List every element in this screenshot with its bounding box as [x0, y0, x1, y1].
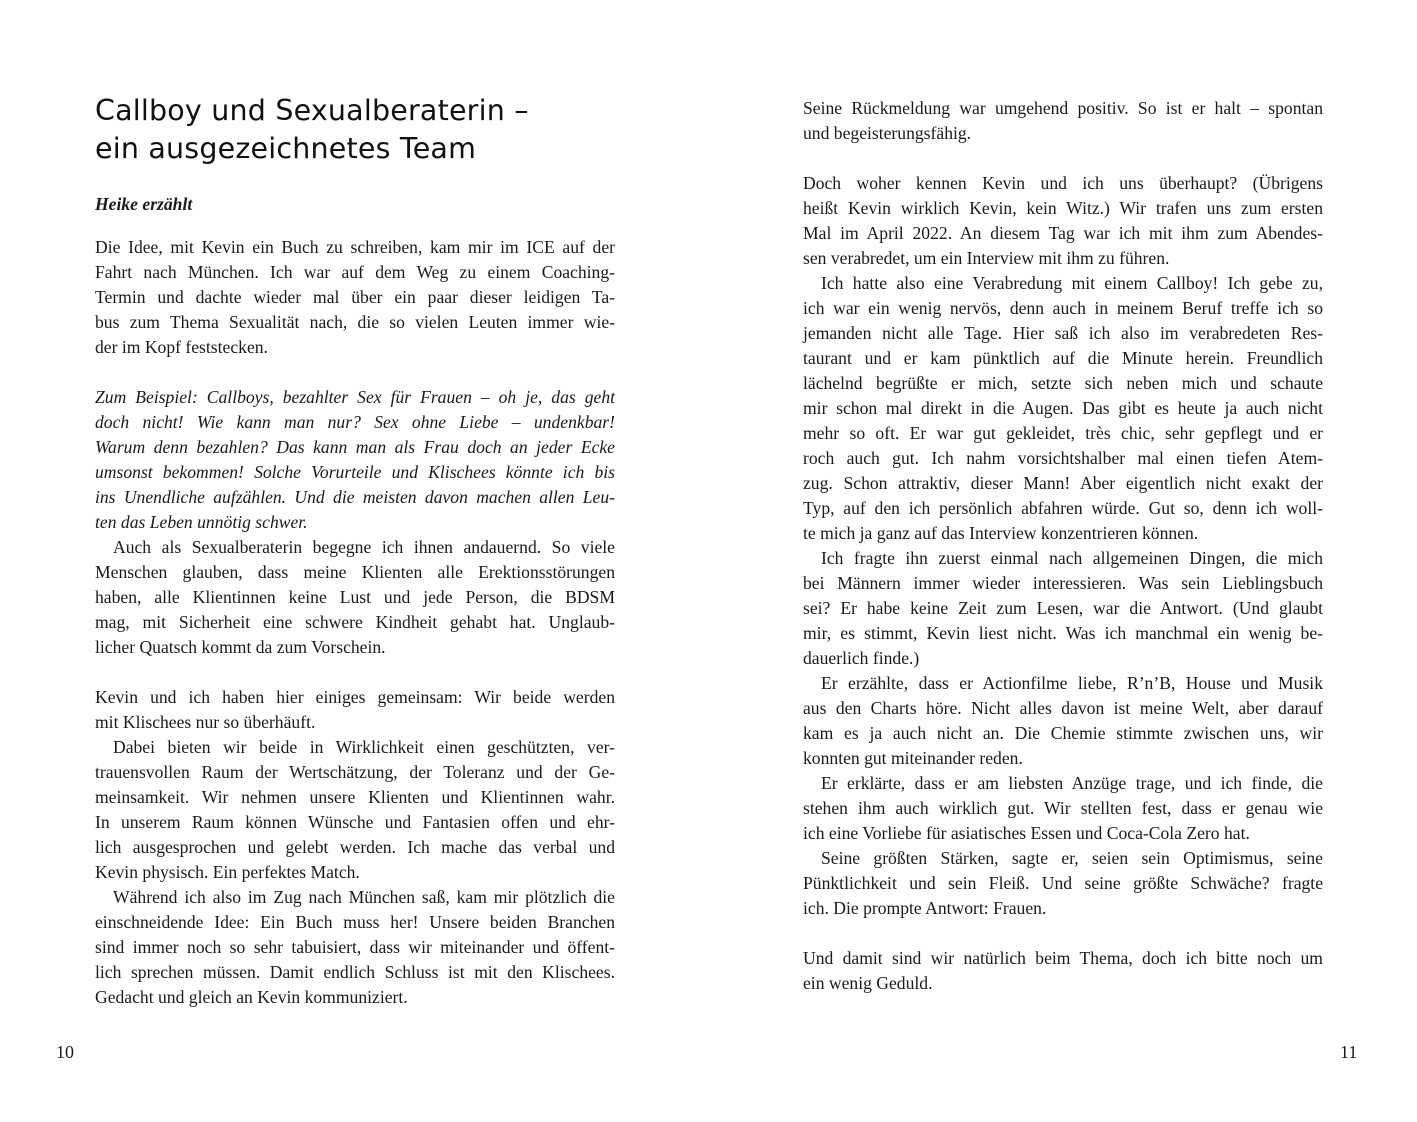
text-line: jemanden nicht alle Tage. Hier saß ich also im verabredeten Res-: [803, 323, 1323, 343]
left-page-body: [95, 235, 615, 1010]
paragraph: [95, 885, 615, 1010]
text-line: stehen ihm auch wirklich gut. Wir stellten fest, dass er genau wie: [803, 798, 1323, 818]
text-line: Er erklärte, dass er am liebsten Anzüge trage, und ich finde, die: [821, 773, 1323, 793]
text-line: Ich hatte also eine Verabredung mit einem Callboy! Ich gebe zu,: [821, 273, 1323, 293]
paragraph: [95, 735, 615, 885]
right-page: [708, 0, 1417, 1122]
text-line: einschneidende Idee: Ein Buch muss her! Unsere beiden Branchen: [95, 912, 615, 932]
text-line: Menschen glauben, dass meine Klienten alle Erektionsstörungen: [95, 562, 615, 582]
text-line: Gedacht und gleich an Kevin kommuniziert.: [95, 987, 408, 1007]
page-number-right: 11: [1340, 1042, 1358, 1062]
text-line: ein wenig Geduld.: [803, 973, 933, 993]
text-line: Während ich also im Zug nach München saß, kam mir plötzlich die: [113, 887, 615, 907]
paragraph: [95, 235, 615, 360]
text-line: lich sprechen müssen. Damit endlich Schluss ist mit den Klischees.: [95, 962, 615, 982]
paragraph: [95, 535, 615, 660]
text-line: In unserem Raum können Wünsche und Fantasien offen und ehr-: [95, 812, 615, 832]
text-line: der im Kopf feststecken.: [95, 337, 268, 357]
page-number-left: 10: [56, 1042, 74, 1062]
paragraph: [803, 846, 1323, 921]
paragraph: [803, 271, 1323, 546]
text-line: bus zum Thema Sexualität nach, die so vielen Leuten immer wie-: [95, 312, 615, 332]
text-line: ich eine Vorliebe für asiatisches Essen und Coca-Cola Zero hat.: [803, 823, 1250, 843]
chapter-title-line-2: ein ausgezeichnetes Team: [95, 132, 477, 165]
text-line: mir schon mal direkt in die Augen. Das gibt es heute ja auch nicht: [803, 398, 1323, 418]
text-line: aus den Charts höre. Nicht alles davon ist meine Welt, aber darauf: [803, 698, 1323, 718]
text-line: Typ, auf den ich persönlich abfahren würde. Gut so, denn ich woll-: [803, 498, 1323, 518]
text-line: Ich fragte ihn zuerst einmal nach allgemeinen Dingen, die mich: [821, 548, 1323, 568]
text-line: roch auch gut. Ich nahm vorsichtshalber mal einen tiefen Atem-: [803, 448, 1323, 468]
text-line: umsonst bekommen! Solche Vorurteile und Klischees könnte ich bis: [95, 462, 615, 482]
text-line: Kevin und ich haben hier einiges gemeinsam: Wir beide werden: [95, 687, 615, 707]
text-line: heißt Kevin wirklich Kevin, kein Witz.) Wir trafen uns zum ersten: [803, 198, 1323, 218]
text-line: Seine Rückmeldung war umgehend positiv. So ist er halt – spontan: [803, 98, 1323, 118]
paragraph: [95, 685, 615, 735]
text-line: Kevin physisch. Ein perfektes Match.: [95, 862, 360, 882]
text-line: haben, alle Klientinnen keine Lust und jede Person, die BDSM: [95, 587, 615, 607]
chapter-title: [95, 92, 615, 168]
text-line: lich ausgesprochen und gelebt werden. Ich mache das verbal und: [95, 837, 615, 857]
text-line: Die Idee, mit Kevin ein Buch zu schreiben, kam mir im ICE auf der: [95, 237, 615, 257]
text-line: Dabei bieten wir beide in Wirklichkeit einen geschützten, ver-: [113, 737, 615, 757]
paragraph: [95, 385, 615, 535]
text-line: trauensvollen Raum der Wertschätzung, der Toleranz und der Ge-: [95, 762, 615, 782]
text-line: Termin und dachte wieder mal über ein paar dieser leidigen Ta-: [95, 287, 615, 307]
text-line: licher Quatsch kommt da zum Vorschein.: [95, 637, 386, 657]
text-line: konnten gut miteinander reden.: [803, 748, 1023, 768]
paragraph: [803, 546, 1323, 671]
paragraph: [803, 96, 1323, 146]
text-line: Doch woher kennen Kevin und ich uns überhaupt? (Übrigens: [803, 173, 1323, 193]
text-line: Fahrt nach München. Ich war auf dem Weg zu einem Coaching-: [95, 262, 615, 282]
byline: Heike erzählt: [95, 194, 193, 214]
text-line: zug. Schon attraktiv, dieser Mann! Aber eigentlich nicht exakt der: [803, 473, 1323, 493]
text-line: ich. Die prompte Antwort: Frauen.: [803, 898, 1047, 918]
text-line: lächelnd begrüßte er mich, setzte sich neben mich und schaute: [803, 373, 1323, 393]
text-line: sen verabredet, um ein Interview mit ihm zu führen.: [803, 248, 1170, 268]
text-line: sind immer noch so sehr tabuisiert, dass wir miteinander und öffent-: [95, 937, 615, 957]
text-line: meinsamkeit. Wir nehmen unsere Klienten und Klientinnen wahr.: [95, 787, 615, 807]
text-line: und begeisterungsfähig.: [803, 123, 972, 143]
text-line: ich war ein wenig nervös, denn auch in meinem Beruf treffe ich so: [803, 298, 1323, 318]
text-line: mag, mit Sicherheit eine schwere Kindheit gehabt hat. Unglaub-: [95, 612, 615, 632]
left-page-text-column: [95, 92, 615, 1010]
text-line: kam es ja auch nicht an. Die Chemie stimmte zwischen uns, wir: [803, 723, 1323, 743]
text-line: mit Klischees nur so überhäuft.: [95, 712, 316, 732]
text-line: ten das Leben unnötig schwer.: [95, 512, 308, 532]
text-line: Auch als Sexualberaterin begegne ich ihnen andauernd. So viele: [113, 537, 615, 557]
paragraph: [803, 171, 1323, 271]
chapter-title-line-1: Callboy und Sexualberaterin –: [95, 94, 529, 127]
text-line: mehr so oft. Er war gut gekleidet, très chic, sehr gepflegt und er: [803, 423, 1323, 443]
text-line: Er erzählte, dass er Actionfilme liebe, R’n’B, House und Musik: [821, 673, 1323, 693]
text-line: dauerlich finde.): [803, 648, 920, 668]
text-line: Und damit sind wir natürlich beim Thema, doch ich bitte noch um: [803, 948, 1323, 968]
right-page-body: [803, 96, 1323, 996]
text-line: doch nicht! Wie kann man nur? Sex ohne Liebe – undenkbar!: [95, 412, 615, 432]
text-line: Mal im April 2022. An diesem Tag war ich mit ihm zum Abendes-: [803, 223, 1323, 243]
text-line: Warum denn bezahlen? Das kann man als Frau doch an jeder Ecke: [95, 437, 615, 457]
paragraph: [803, 946, 1323, 996]
text-line: te mich ja ganz auf das Interview konzentrieren können.: [803, 523, 1199, 543]
text-line: Seine größten Stärken, sagte er, seien sein Optimismus, seine: [821, 848, 1323, 868]
text-line: taurant und er kam pünktlich auf die Minute herein. Freundlich: [803, 348, 1323, 368]
text-line: sei? Er habe keine Zeit zum Lesen, war die Antwort. (Und glaubt: [803, 598, 1323, 618]
text-line: Zum Beispiel: Callboys, bezahlter Sex für Frauen – oh je, das geht: [95, 387, 615, 407]
text-line: ins Unendliche aufzählen. Und die meisten davon machen allen Leu-: [95, 487, 615, 507]
text-line: bei Männern immer wieder interessieren. Was sein Lieblingsbuch: [803, 573, 1323, 593]
left-page: [0, 0, 708, 1122]
text-line: Pünktlichkeit und sein Fleiß. Und seine größte Schwäche? fragte: [803, 873, 1323, 893]
paragraph: [803, 671, 1323, 771]
paragraph: [803, 771, 1323, 846]
text-line: mir, es stimmt, Kevin liest nicht. Was ich manchmal ein wenig be-: [803, 623, 1323, 643]
